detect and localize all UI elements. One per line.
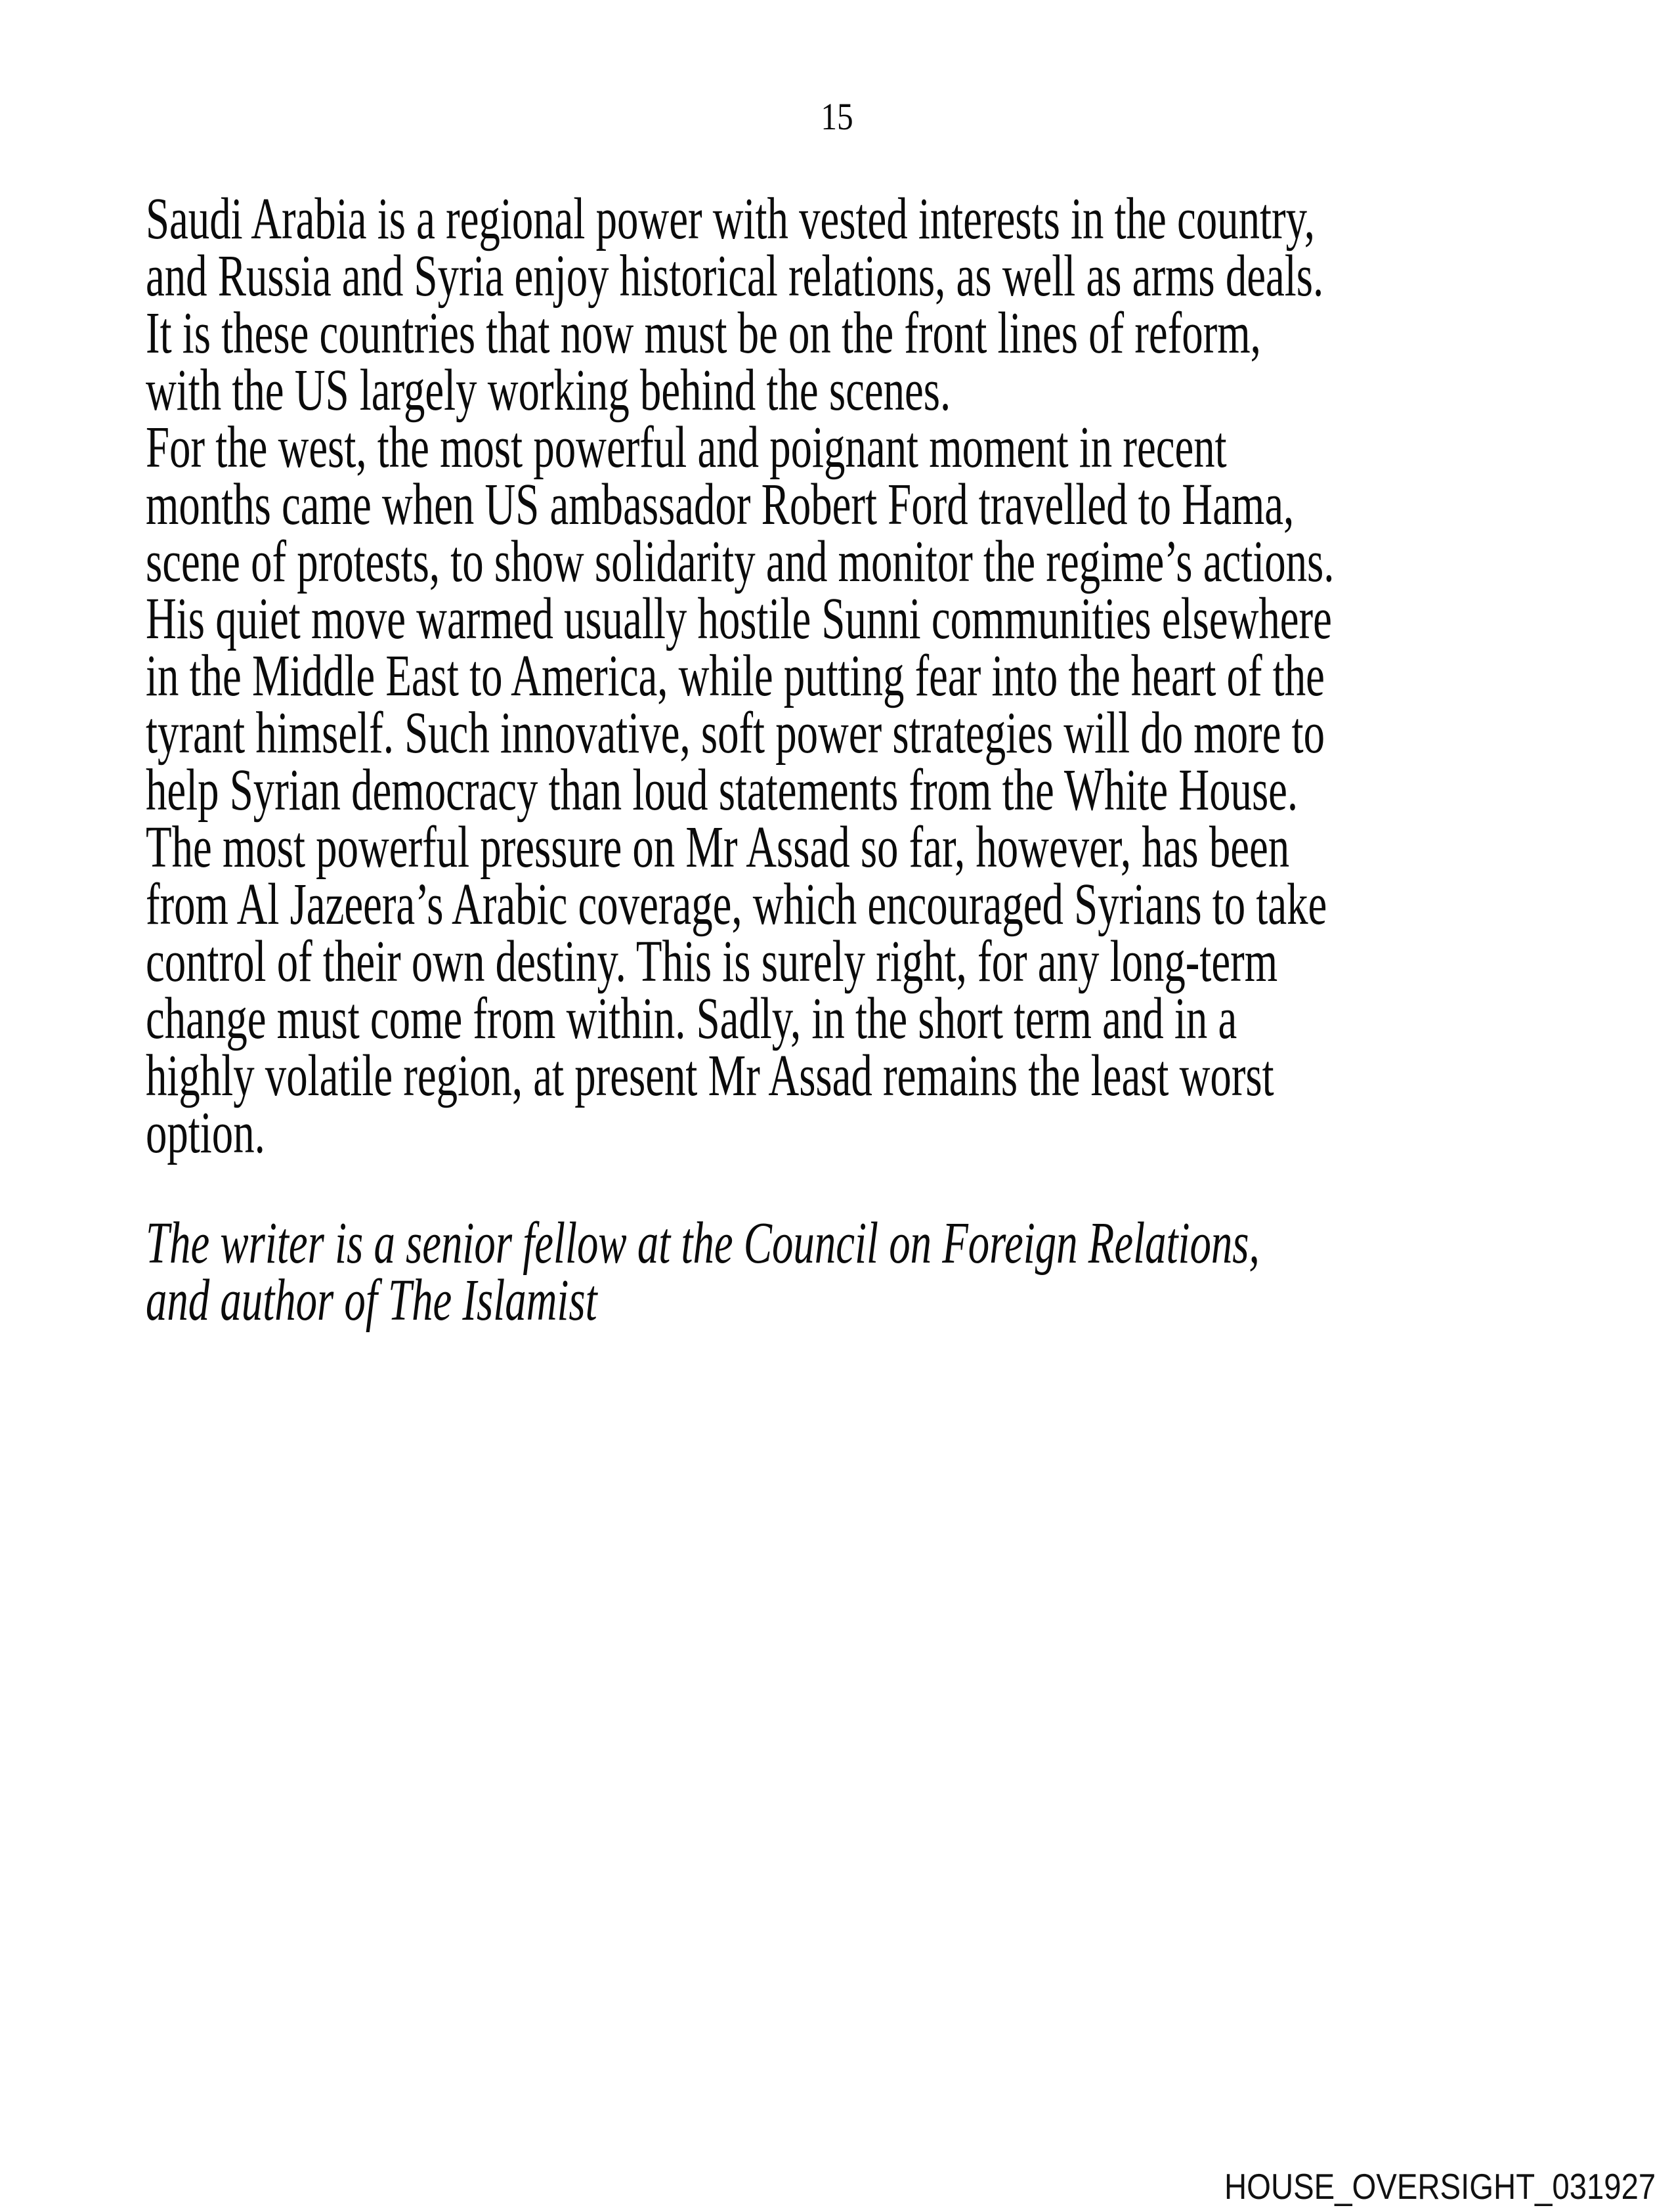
body-line: It is these countries that now must be on the front lines of reform,	[146, 301, 1261, 366]
body-line: Saudi Arabia is a regional power with vested interests in the country,	[146, 186, 1315, 251]
body-line: The most powerful pressure on Mr Assad so far, however, has been	[146, 815, 1290, 880]
byline-line: and author of The Islamist	[146, 1268, 597, 1333]
bates-stamp: HOUSE_OVERSIGHT_031927	[1224, 2166, 1656, 2207]
body-line: scene of protests, to show solidarity and monitor the regime’s actions.	[146, 529, 1335, 594]
body-line: in the Middle East to America, while putting fear into the heart of the	[146, 643, 1325, 708]
body-line: tyrant himself. Such innovative, soft power strategies will do more to	[146, 701, 1325, 766]
body-line: highly volatile region, at present Mr Assad remains the least worst	[146, 1043, 1274, 1108]
page-number: 15	[821, 95, 853, 138]
body-line: option.	[146, 1100, 265, 1165]
body-line: and Russia and Syria enjoy historical relations, as well as arms deals.	[146, 244, 1324, 309]
body-line: change must come from within. Sadly, in the short term and in a	[146, 986, 1237, 1051]
body-line: from Al Jazeera’s Arabic coverage, which encouraged Syrians to take	[146, 872, 1327, 937]
article-body	[146, 186, 1587, 1165]
author-byline	[146, 1211, 1587, 1333]
body-line: For the west, the most powerful and poignant moment in recent	[146, 415, 1227, 480]
body-line: control of their own destiny. This is surely right, for any long-term	[146, 929, 1278, 994]
body-line: His quiet move warmed usually hostile Sunni communities elsewhere	[146, 586, 1332, 651]
body-line: months came when US ambassador Robert Ford travelled to Hama,	[146, 472, 1295, 537]
byline-line: The writer is a senior fellow at the Council on Foreign Relations,	[146, 1211, 1260, 1276]
body-line: with the US largely working behind the scenes.	[146, 358, 951, 423]
body-line: help Syrian democracy than loud statements from the White House.	[146, 758, 1298, 823]
